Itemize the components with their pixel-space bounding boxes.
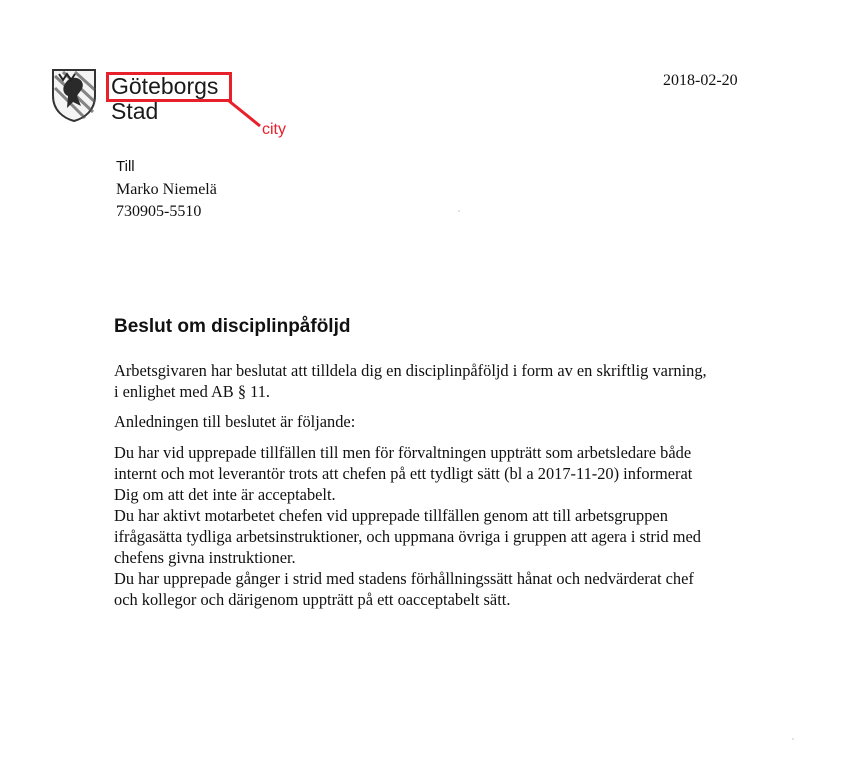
- reason-line: Du har upprepade gånger i strid med stadens förhållningssätt hånat och nedvärderat chef: [114, 569, 694, 588]
- recipient-name: Marko Niemelä: [116, 180, 217, 198]
- letter-body: [114, 360, 744, 610]
- recipient-to-label: Till: [116, 158, 135, 175]
- decision-paragraph: [114, 360, 744, 402]
- reason-line: internt och mot leverantör trots att chefen på ett tydligt sätt (bl a 2017-11-20) informerat: [114, 464, 693, 483]
- annotation-label: city: [262, 121, 286, 138]
- letter-date: 2018-02-20: [663, 72, 738, 89]
- decision-line-1: Arbetsgivaren har beslutat att tilldela dig en disciplinpåföljd i form av en skriftlig varning,: [114, 361, 707, 380]
- reason-line: Du har vid upprepade tillfällen till men för förvaltningen uppträtt som arbetsledare både: [114, 443, 692, 462]
- reasons-paragraph: [114, 442, 744, 610]
- scan-speck: [458, 210, 460, 212]
- reason-line: och kollegor och därigenom uppträtt på ett oacceptabelt sätt.: [114, 590, 511, 609]
- org-name-line1: Göteborgs: [111, 73, 219, 99]
- scan-speck: [792, 738, 794, 740]
- recipient-id-number: 730905-5510: [116, 203, 202, 220]
- reason-intro: Anledningen till beslutet är följande:: [114, 412, 356, 431]
- reason-line: chefens givna instruktioner.: [114, 548, 296, 567]
- letter-title: Beslut om disciplinpåföljd: [114, 316, 351, 337]
- reason-line: ifrågasätta tydliga arbetsinstruktioner, och uppmana övriga i gruppen att agera i strid med: [114, 527, 701, 546]
- decision-line-2: i enlighet med AB § 11.: [114, 382, 270, 401]
- reason-line: Dig om att det inte är acceptabelt.: [114, 485, 336, 504]
- recipient-block: [116, 156, 217, 224]
- org-name-line2: Stad: [111, 98, 159, 124]
- reason-line: Du har aktivt motarbetet chefen vid upprepade tillfällen genom att till arbetsgruppen: [114, 506, 668, 525]
